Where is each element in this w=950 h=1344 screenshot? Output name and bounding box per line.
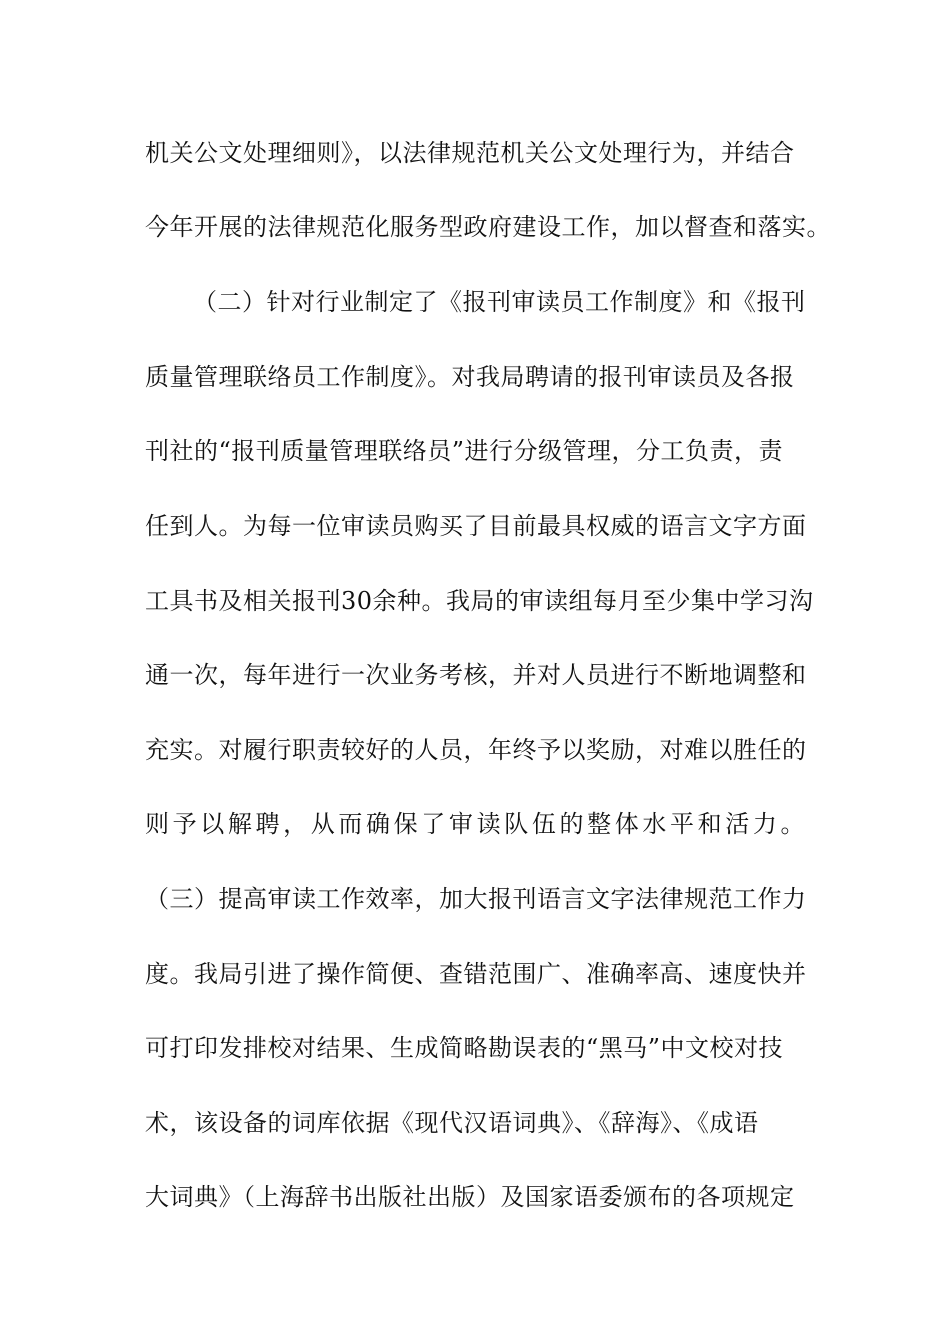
text-line: 今年开展的法律规范化服务型政府建设工作，加以督查和落实。 [145,213,831,241]
paragraph-heading-2: （二）针对行业制定了《报刊审读员工作制度》和《报刊 [193,288,806,316]
text-line: 可打印发排校对结果、生成简略勘误表的“黑马”中文校对技 [145,1034,784,1062]
text-line: 刊社的“报刊质量管理联络员”进行分级管理，分工负责，责 [145,437,784,465]
text-line: 通一次，每年进行一次业务考核，并对人员进行不断地调整和 [145,661,807,689]
text-line: 大词典》（上海辞书出版社出版）及国家语委颁布的各项规定 [145,1183,795,1211]
paragraph-heading-3: （三）提高审读工作效率，加大报刊语言文字法律规范工作力 [145,885,807,913]
text-line: 工具书及相关报刊30余种。我局的审读组每月至少集中学习沟 [145,587,814,615]
text-line: 任到人。为每一位审读员购买了目前最具权威的语言文字方面 [145,512,807,540]
text-line: 术，该设备的词库依据《现代汉语词典》、《辞海》、《成语 [145,1109,759,1137]
text-line: 充实。对履行职责较好的人员，年终予以奖励，对难以胜任的 [145,736,807,764]
text-line: 机关公文处理细则》，以法律规范机关公文处理行为，并结合 [145,139,795,167]
text-line: 则予以解聘，从而确保了审读队伍的整体水平和活力。 [145,810,805,838]
text-line: 质量管理联络员工作制度》。对我局聘请的报刊审读员及各报 [145,363,795,391]
text-line: 度。我局引进了操作简便、查错范围广、准确率高、速度快并 [145,960,807,988]
